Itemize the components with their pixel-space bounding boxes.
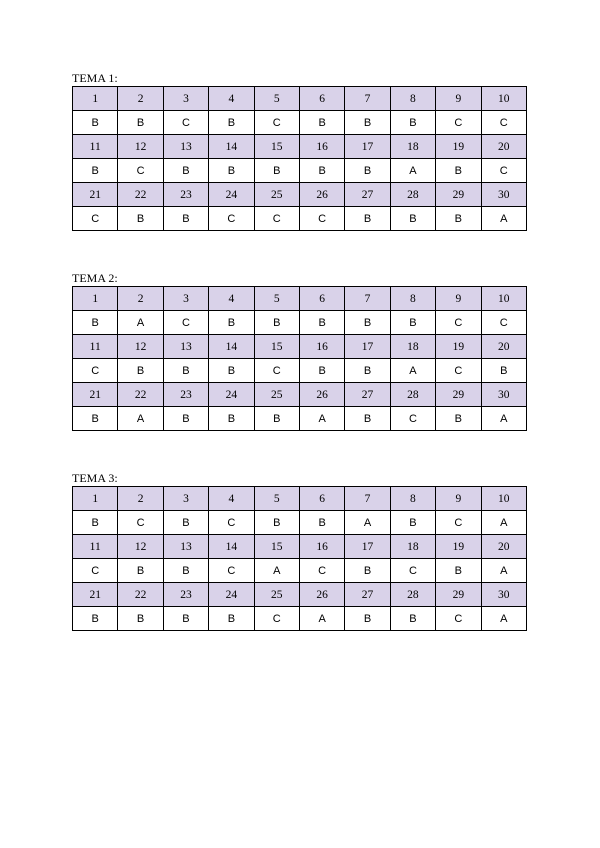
question-number-cell: 15 — [254, 335, 299, 359]
answer-cell: B — [163, 207, 208, 231]
question-number-cell: 25 — [254, 183, 299, 207]
answer-cell: B — [118, 359, 163, 383]
question-number-cell: 20 — [481, 135, 526, 159]
answer-cell: B — [299, 511, 344, 535]
question-number-cell: 16 — [299, 135, 344, 159]
answer-cell: C — [254, 207, 299, 231]
question-number-cell: 22 — [118, 183, 163, 207]
answer-cell: B — [390, 607, 435, 631]
question-number-row — [73, 183, 527, 207]
tema-2-section — [72, 272, 527, 431]
answer-cell: B — [73, 111, 118, 135]
question-number-cell: 11 — [73, 335, 118, 359]
question-number-cell: 21 — [73, 583, 118, 607]
answer-row — [73, 559, 527, 583]
answer-cell: B — [209, 407, 254, 431]
answer-cell: C — [299, 207, 344, 231]
answer-cell: A — [299, 607, 344, 631]
question-number-cell: 12 — [118, 535, 163, 559]
answer-cell: B — [481, 359, 526, 383]
question-number-cell: 26 — [299, 383, 344, 407]
question-number-cell: 6 — [299, 287, 344, 311]
answer-cell: B — [118, 607, 163, 631]
question-number-cell: 3 — [163, 487, 208, 511]
answer-cell: B — [73, 311, 118, 335]
question-number-cell: 26 — [299, 183, 344, 207]
answer-cell: B — [118, 111, 163, 135]
answer-cell: A — [481, 407, 526, 431]
question-number-cell: 14 — [209, 135, 254, 159]
answer-cell: B — [254, 311, 299, 335]
answer-row — [73, 607, 527, 631]
tema-3-title: TEMA 3: — [72, 471, 118, 485]
question-number-cell: 21 — [73, 383, 118, 407]
question-number-cell: 9 — [436, 87, 481, 111]
question-number-cell: 10 — [481, 87, 526, 111]
question-number-cell: 20 — [481, 335, 526, 359]
answer-cell: B — [390, 207, 435, 231]
answer-cell: C — [254, 111, 299, 135]
question-number-cell: 7 — [345, 87, 390, 111]
question-number-cell: 24 — [209, 583, 254, 607]
answer-cell: B — [73, 407, 118, 431]
answer-cell: C — [163, 111, 208, 135]
question-number-cell: 25 — [254, 383, 299, 407]
question-number-cell: 4 — [209, 487, 254, 511]
answer-cell: B — [345, 111, 390, 135]
answer-cell: B — [436, 159, 481, 183]
question-number-cell: 27 — [345, 583, 390, 607]
answer-cell: A — [390, 159, 435, 183]
answer-cell: C — [163, 311, 208, 335]
answer-cell: B — [345, 559, 390, 583]
answer-cell: B — [209, 111, 254, 135]
question-number-row — [73, 335, 527, 359]
question-number-cell: 2 — [118, 487, 163, 511]
question-number-cell: 27 — [345, 183, 390, 207]
question-number-cell: 5 — [254, 287, 299, 311]
question-number-cell: 2 — [118, 87, 163, 111]
question-number-cell: 30 — [481, 583, 526, 607]
question-number-cell: 4 — [209, 287, 254, 311]
answer-cell: B — [254, 511, 299, 535]
question-number-cell: 19 — [436, 535, 481, 559]
question-number-cell: 4 — [209, 87, 254, 111]
question-number-cell: 7 — [345, 487, 390, 511]
answer-cell: B — [209, 607, 254, 631]
answer-cell: B — [299, 311, 344, 335]
answer-cell: B — [299, 159, 344, 183]
answer-cell: B — [209, 359, 254, 383]
question-number-row — [73, 287, 527, 311]
question-number-cell: 24 — [209, 383, 254, 407]
question-number-cell: 28 — [390, 183, 435, 207]
question-number-cell: 17 — [345, 335, 390, 359]
answer-cell: B — [436, 407, 481, 431]
answer-cell: B — [299, 111, 344, 135]
answer-cell: B — [436, 207, 481, 231]
answer-cell: B — [254, 407, 299, 431]
answer-cell: C — [299, 559, 344, 583]
answer-cell: B — [73, 511, 118, 535]
question-number-cell: 10 — [481, 487, 526, 511]
answer-cell: C — [73, 359, 118, 383]
question-number-cell: 19 — [436, 335, 481, 359]
answer-cell: B — [118, 207, 163, 231]
question-number-cell: 1 — [73, 287, 118, 311]
answer-cell: C — [390, 407, 435, 431]
question-number-cell: 16 — [299, 335, 344, 359]
answer-cell: B — [254, 159, 299, 183]
tema-1-answer-table — [72, 86, 527, 231]
answer-row — [73, 159, 527, 183]
question-number-cell: 16 — [299, 535, 344, 559]
answer-cell: B — [163, 159, 208, 183]
question-number-cell: 23 — [163, 583, 208, 607]
question-number-cell: 12 — [118, 135, 163, 159]
answer-cell: B — [345, 607, 390, 631]
question-number-cell: 9 — [436, 287, 481, 311]
answer-cell: C — [436, 311, 481, 335]
question-number-row — [73, 135, 527, 159]
answer-cell: A — [390, 359, 435, 383]
answer-cell: B — [345, 311, 390, 335]
answer-cell: C — [118, 511, 163, 535]
answer-row — [73, 311, 527, 335]
question-number-cell: 7 — [345, 287, 390, 311]
question-number-cell: 28 — [390, 583, 435, 607]
answer-cell: C — [436, 111, 481, 135]
question-number-cell: 1 — [73, 87, 118, 111]
answer-cell: B — [345, 159, 390, 183]
answer-cell: B — [299, 359, 344, 383]
answer-cell: C — [209, 207, 254, 231]
question-number-cell: 27 — [345, 383, 390, 407]
question-number-cell: 21 — [73, 183, 118, 207]
question-number-cell: 13 — [163, 535, 208, 559]
answer-row — [73, 207, 527, 231]
question-number-row — [73, 583, 527, 607]
question-number-cell: 14 — [209, 335, 254, 359]
answer-cell: B — [163, 559, 208, 583]
answer-cell: B — [163, 511, 208, 535]
answer-cell: A — [481, 607, 526, 631]
answer-cell: C — [436, 511, 481, 535]
answer-cell: B — [73, 159, 118, 183]
answer-row — [73, 111, 527, 135]
question-number-cell: 3 — [163, 87, 208, 111]
answer-cell: A — [118, 407, 163, 431]
answer-cell: A — [118, 311, 163, 335]
question-number-cell: 3 — [163, 287, 208, 311]
question-number-cell: 5 — [254, 487, 299, 511]
answer-row — [73, 359, 527, 383]
answer-cell: B — [163, 607, 208, 631]
question-number-cell: 22 — [118, 383, 163, 407]
question-number-cell: 18 — [390, 335, 435, 359]
answer-cell: C — [209, 511, 254, 535]
question-number-row — [73, 383, 527, 407]
answer-cell: C — [73, 207, 118, 231]
question-number-cell: 13 — [163, 335, 208, 359]
question-number-row — [73, 487, 527, 511]
question-number-cell: 1 — [73, 487, 118, 511]
question-number-row — [73, 87, 527, 111]
question-number-cell: 12 — [118, 335, 163, 359]
question-number-cell: 25 — [254, 583, 299, 607]
question-number-cell: 6 — [299, 87, 344, 111]
question-number-cell: 19 — [436, 135, 481, 159]
tema-1-title: TEMA 1: — [72, 71, 118, 85]
answer-cell: A — [299, 407, 344, 431]
answer-cell: B — [390, 511, 435, 535]
answer-cell: A — [481, 559, 526, 583]
question-number-cell: 30 — [481, 383, 526, 407]
question-number-cell: 14 — [209, 535, 254, 559]
answer-cell: A — [481, 207, 526, 231]
question-number-cell: 13 — [163, 135, 208, 159]
answer-cell: B — [118, 559, 163, 583]
answer-cell: C — [436, 359, 481, 383]
question-number-cell: 5 — [254, 87, 299, 111]
tema-3-section — [72, 472, 527, 631]
answer-cell: C — [390, 559, 435, 583]
answer-cell: B — [345, 407, 390, 431]
answer-cell: C — [481, 311, 526, 335]
question-number-cell: 15 — [254, 535, 299, 559]
tema-2-title: TEMA 2: — [72, 271, 118, 285]
answer-cell: A — [345, 511, 390, 535]
answer-cell: C — [254, 359, 299, 383]
question-number-cell: 15 — [254, 135, 299, 159]
answer-cell: B — [209, 159, 254, 183]
question-number-cell: 29 — [436, 183, 481, 207]
question-number-cell: 8 — [390, 487, 435, 511]
question-number-cell: 9 — [436, 487, 481, 511]
answer-cell: C — [209, 559, 254, 583]
tema-1-section — [72, 72, 527, 231]
answer-cell: C — [481, 111, 526, 135]
question-number-cell: 8 — [390, 287, 435, 311]
answer-cell: C — [118, 159, 163, 183]
answer-cell: B — [390, 311, 435, 335]
answer-cell: A — [481, 511, 526, 535]
question-number-cell: 11 — [73, 535, 118, 559]
question-number-cell: 10 — [481, 287, 526, 311]
answer-cell: A — [254, 559, 299, 583]
question-number-cell: 26 — [299, 583, 344, 607]
question-number-cell: 23 — [163, 183, 208, 207]
answer-row — [73, 407, 527, 431]
question-number-cell: 24 — [209, 183, 254, 207]
answer-cell: B — [390, 111, 435, 135]
question-number-cell: 23 — [163, 383, 208, 407]
answer-cell: B — [163, 407, 208, 431]
answer-cell: B — [436, 559, 481, 583]
answer-cell: B — [209, 311, 254, 335]
answer-cell: C — [73, 559, 118, 583]
question-number-row — [73, 535, 527, 559]
question-number-cell: 6 — [299, 487, 344, 511]
question-number-cell: 18 — [390, 135, 435, 159]
tema-3-answer-table — [72, 486, 527, 631]
question-number-cell: 17 — [345, 135, 390, 159]
question-number-cell: 18 — [390, 535, 435, 559]
question-number-cell: 30 — [481, 183, 526, 207]
answer-cell: B — [345, 207, 390, 231]
answer-cell: C — [436, 607, 481, 631]
answer-cell: B — [163, 359, 208, 383]
answer-cell: C — [481, 159, 526, 183]
question-number-cell: 22 — [118, 583, 163, 607]
question-number-cell: 11 — [73, 135, 118, 159]
answer-cell: C — [254, 607, 299, 631]
question-number-cell: 17 — [345, 535, 390, 559]
question-number-cell: 2 — [118, 287, 163, 311]
question-number-cell: 29 — [436, 583, 481, 607]
question-number-cell: 20 — [481, 535, 526, 559]
answer-cell: B — [73, 607, 118, 631]
tema-2-answer-table — [72, 286, 527, 431]
question-number-cell: 28 — [390, 383, 435, 407]
answer-row — [73, 511, 527, 535]
question-number-cell: 8 — [390, 87, 435, 111]
question-number-cell: 29 — [436, 383, 481, 407]
answer-cell: B — [345, 359, 390, 383]
